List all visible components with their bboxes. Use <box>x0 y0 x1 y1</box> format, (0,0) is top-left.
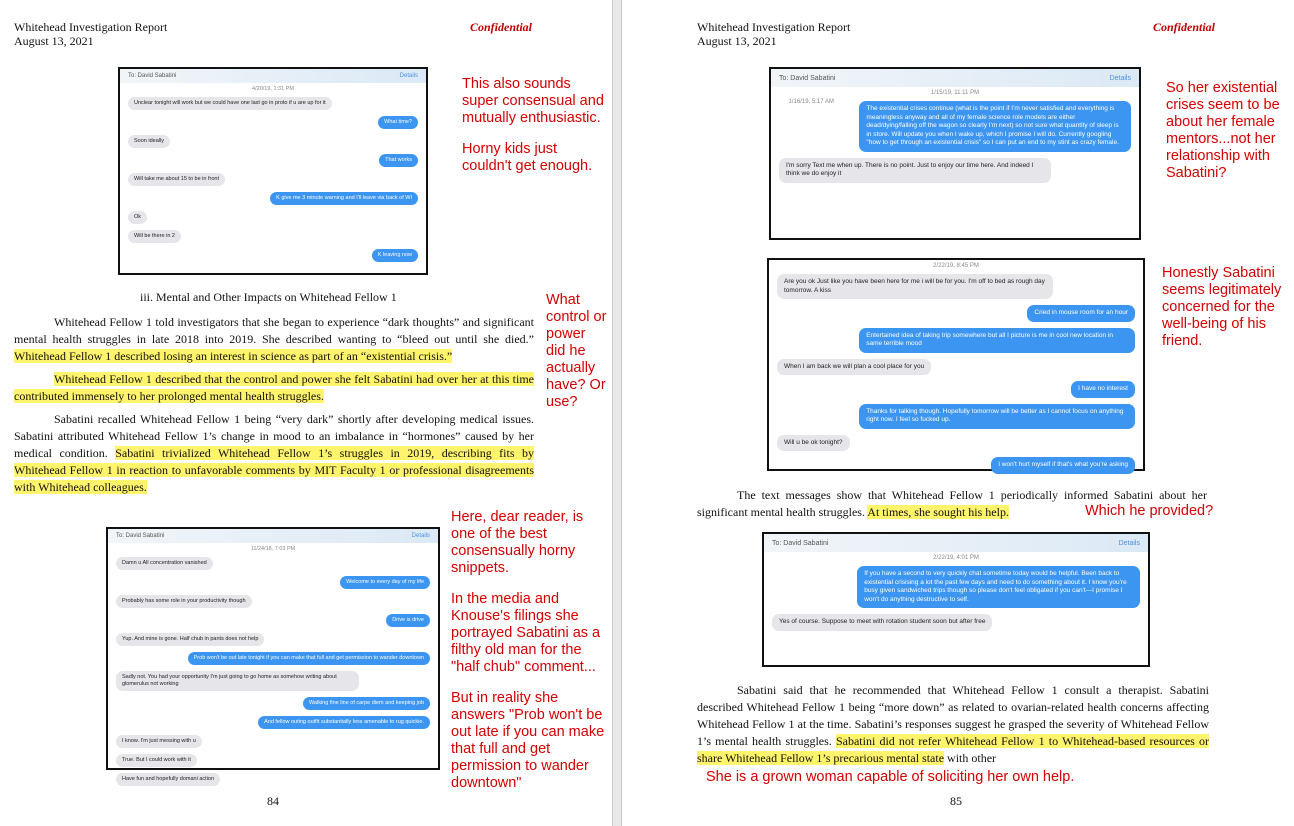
message-thread <box>771 90 1139 177</box>
recipient-bar: To: David Sabatini Details <box>120 69 426 83</box>
sent-message-bubble: Thanks for talking though. Hopefully tomorrow will be better as I cannot focus on anything right now. I feel so fucked up. <box>859 404 1135 429</box>
message-timestamp-row <box>120 86 426 92</box>
sent-message-bubble: Prob won't be out late tonight if you can make that full and get permission to wander downtown <box>188 652 430 665</box>
highlighted-text: Whitehead Fellow 1 described losing an interest in science as part of an “existential crisis.” <box>14 349 453 363</box>
received-message-bubble: Unclear tonight will work but we could have one last go in proto if u are up for it <box>128 97 332 110</box>
paragraph: Sabatini said that he recommended that Whitehead Fellow 1 consult a therapist. Sabatini described Whitehead Fellow 1 being “more down” as related to ovarian-related health concerns affecting Whitehead Fellow 1 at the time. Sabatini’s responses suggest he grasped the severity of Whitehead Fellow 1’s mental health struggles. Sabatini did not refer Whitehead Fellow 1 to Whitehead-based resources or share Whitehead Fellow 1’s precarious mental state with other <box>697 683 1209 765</box>
received-message-bubble: Ok <box>128 211 147 224</box>
message-thread <box>108 546 438 782</box>
message-timestamp: 11/24/18, 7:03 PM <box>250 546 296 552</box>
annotation-note: This also sounds super consensual and mutually enthusiastic. Horny kids just couldn't get enough. <box>462 76 604 174</box>
sent-message-bubble: Walking fine line of carpe diem and keeping job <box>303 697 430 710</box>
sent-message-bubble: The existential crises continue (what is the point if I'm never satisfied and everything is meaningless anyway and all of my female science role models are either dead/dying/falling off the wagon so clearly I'm next) so not sure what quantity of sleep is in store. Will update you when I wake up, which I promise I will do. Currently googling "how to get through an existential crisis" so I can put an end to my stint as crazy female. <box>859 101 1131 152</box>
message-thread <box>120 86 426 258</box>
highlighted-text: At times, she sought his help. <box>867 505 1009 519</box>
received-message-bubble: Probably has some role in your productivity though <box>116 595 252 608</box>
recipient-bar: To: David Sabatini Details <box>771 69 1139 87</box>
message-timestamp: 1/15/19, 11:11 PM <box>930 90 980 96</box>
sent-message-bubble: I won't hurt myself if that's what you're asking <box>991 457 1135 474</box>
sent-message-bubble: Drive is drive <box>386 614 430 627</box>
highlighted-text: Sabatini trivialized Whitehead Fellow 1’s struggles in 2019, describing fits by Whitehead Fellow 1 in reaction to unfavorable comments by MIT Faculty 1 or professional disagreements with Whitehead colleagues. <box>14 446 534 494</box>
recipient-bar: To: David Sabatini Details <box>108 529 438 543</box>
annotation-note: She is a grown woman capable of soliciting her own help. <box>706 769 1075 785</box>
sent-message-bubble: Welcome to every day of my life <box>340 576 430 589</box>
received-message-bubble: Yup. And mine is gone. Half chub in pants does not help <box>116 633 264 646</box>
text-message-screenshot <box>767 258 1145 471</box>
page-gutter <box>612 0 622 826</box>
paragraph: Whitehead Fellow 1 told investigators that she began to experience “dark thoughts” and significant mental health struggles in late 2018 into 2019. She described wanting to “bleed out until she died.” Whitehead Fellow 1 described losing an interest in science as part of an “existential crisis.” <box>14 315 534 363</box>
annotation-note: What control or power did he actually have? Or use? <box>546 292 607 410</box>
text-message-screenshot <box>762 532 1150 667</box>
report-title: Whitehead Investigation Report <box>697 20 851 34</box>
text-message-screenshot <box>118 67 428 275</box>
sent-message-bubble: Entertained idea of taking trip somewhere but all I picture is me in cool new location in same terrible mood <box>859 328 1135 353</box>
sent-message-bubble: That works <box>379 154 418 167</box>
annotation-note: Here, dear reader, is one of the best consensually horny snippets. In the media and Knouse's filings she portrayed Sabatini as a filthy old man for the "half chub" comment... But in reality she answers "Prob won't be out late if you can make that full and get permission to wander downtown" <box>451 509 605 791</box>
header-block <box>14 20 167 48</box>
received-message-bubble: Damn u All concentration vanished <box>116 557 213 570</box>
message-thread <box>769 263 1143 468</box>
received-message-bubble: When I am back we will plan a cool place for you <box>777 359 931 376</box>
recipient-bar: To: David Sabatini Details <box>764 534 1148 552</box>
paragraph: Sabatini recalled Whitehead Fellow 1 being “very dark” shortly after developing medical issues. Sabatini attributed Whitehead Fellow 1’s change in mood to an imbalance in “hormones” caused by her medical condition. Sabatini trivialized Whitehead Fellow 1’s struggles in 2019, describing fits by Whitehead Fellow 1 in reaction to unfavorable comments by MIT Faculty 1 or professional disagreements with Whitehead colleagues. <box>14 412 534 494</box>
received-message-bubble: Have fun and hopefully domani action <box>116 773 220 786</box>
confidential-label: Confidential <box>1153 20 1216 34</box>
page-number: 85 <box>950 794 962 808</box>
message-timestamp-row <box>108 546 438 552</box>
sent-message-bubble: And fellow outing outfit substantially less amenable to rug quickie. <box>258 716 430 729</box>
received-message-bubble: I know. I'm just messing with u <box>116 735 202 748</box>
message-timestamp: 2/22/19, 4:01 PM <box>933 555 979 561</box>
received-message-bubble: Will take me about 15 to be in front <box>128 173 225 186</box>
body-text <box>697 682 1209 773</box>
message-timestamp-row <box>764 555 1148 561</box>
page-number: 84 <box>267 794 279 808</box>
received-message-bubble: Yes of course. Suppose to meet with rotation student soon but after free <box>772 614 992 631</box>
sent-message-bubble: K give me 3 minute warning and I'll leave via back of WI <box>270 192 418 205</box>
confidential-label: Confidential <box>470 20 533 34</box>
annotation-note: Honestly Sabatini seems legitimately concerned for the well-being of his friend. <box>1162 265 1282 349</box>
paragraph: The text messages show that Whitehead Fellow 1 periodically informed Sabatini about her significant mental health struggles. At times, she sought his help. <box>697 488 1207 519</box>
sent-message-bubble: Cried in mouse room for an hour <box>1027 305 1135 322</box>
header-block <box>697 20 850 48</box>
left-page <box>0 0 612 826</box>
section-subheading: iii. Mental and Other Impacts on Whitehead Fellow 1 <box>140 290 397 304</box>
highlighted-text: Whitehead Fellow 1 described that the control and power she felt Sabatini had over her at this time contributed immensely to her prolonged mental health struggles. <box>14 372 534 403</box>
message-timestamp-row <box>769 263 1143 269</box>
received-message-bubble: Will be there in 2 <box>128 230 181 243</box>
message-timestamp: 1/16/19, 5:17 AM <box>788 99 834 105</box>
paragraph <box>14 371 534 405</box>
text-message-screenshot <box>106 527 440 782</box>
sent-message-bubble: I have no interest <box>1071 381 1135 398</box>
highlighted-text: Sabatini did not refer Whitehead Fellow 1 to Whitehead-based resources or share Whitehead Fellow 1’s precarious mental state <box>697 734 1209 765</box>
body-text <box>14 314 534 502</box>
received-message-bubble: Sadly not. You had your opportunity I'm just going to go home as somehow writing about glomerulus not working <box>116 671 359 691</box>
text-message-screenshot <box>769 67 1141 240</box>
report-title: Whitehead Investigation Report <box>14 20 168 34</box>
message-timestamp: 2/22/19, 8:45 PM <box>933 263 979 269</box>
received-message-bubble: Will u be ok tonight? <box>777 435 850 452</box>
right-page <box>622 0 1294 826</box>
received-message-bubble: Are you ok Just like you have been here for me i will be for you. I'm off to bed as rough day tomorrow. A kiss <box>777 274 1053 299</box>
message-timestamp-row <box>771 90 1139 96</box>
sent-message-bubble: What time? <box>378 116 418 129</box>
annotation-note: So her existential crises seem to be about her female mentors...not her relationship with Sabatini? <box>1166 80 1280 181</box>
report-date: August 13, 2021 <box>14 34 94 48</box>
sent-message-bubble: K leaving now <box>372 249 418 262</box>
received-message-bubble: Soon ideally <box>128 135 170 148</box>
report-date: August 13, 2021 <box>697 34 777 48</box>
received-message-bubble: True. But I could work with it <box>116 754 197 767</box>
received-message-bubble: I'm sorry Text me when up. There is no point. Just to enjoy our time here. And indeed I think we do enjoy it <box>779 158 1051 183</box>
message-timestamp: 4/20/19, 1:31 PM <box>252 86 294 92</box>
message-thread <box>764 555 1148 625</box>
annotation-note: Which he provided? <box>1085 503 1214 519</box>
sent-message-bubble: If you have a second to very quickly chat sometime today would be helpful. Been back to existential crisising a lot the past few days and need to do something about it. I know you're busy given sandwiched trips though so please don't feel obligated if you can't—I promise I won't do anything destructive to self. <box>857 566 1140 608</box>
